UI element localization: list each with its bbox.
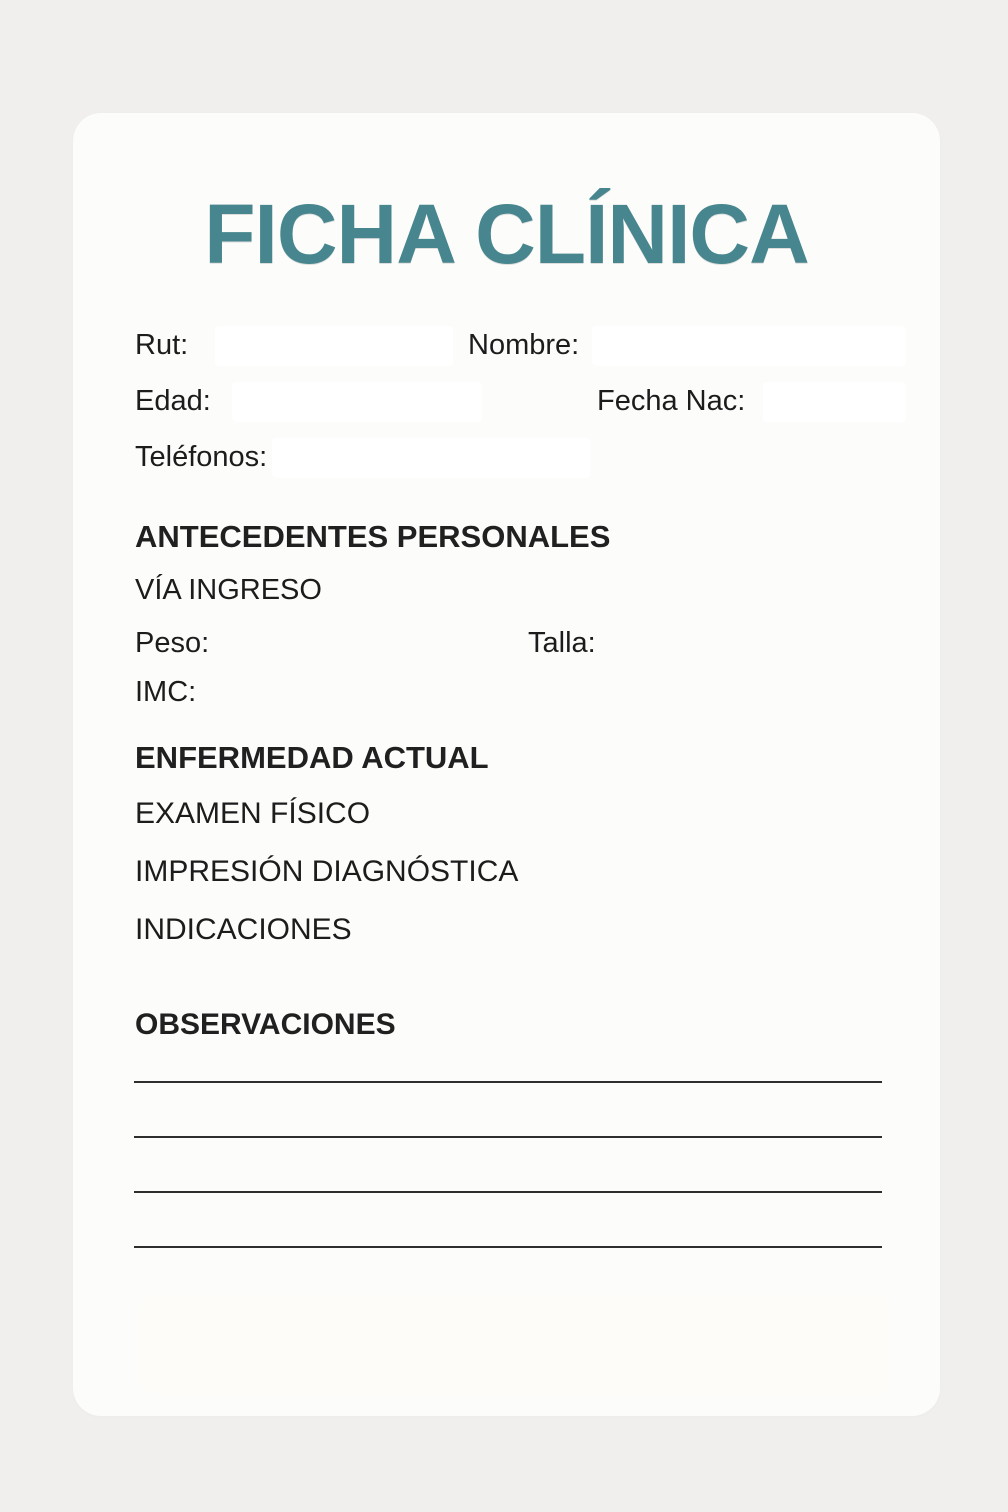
- via-ingreso-label: VÍA INGRESO: [135, 574, 322, 606]
- indicaciones-heading: INDICACIONES: [135, 913, 352, 946]
- faded-footer-area: [140, 1295, 890, 1395]
- impresion-diagnostica-heading: IMPRESIÓN DIAGNÓSTICA: [135, 855, 519, 888]
- rut-input[interactable]: [215, 326, 453, 366]
- fecha-nac-input[interactable]: [763, 382, 906, 422]
- fecha-nac-label: Fecha Nac:: [597, 385, 746, 417]
- antecedentes-heading: ANTECEDENTES PERSONALES: [135, 519, 611, 554]
- ruled-line[interactable]: [134, 1246, 882, 1248]
- form-title: FICHA CLÍNICA: [204, 187, 809, 281]
- edad-input[interactable]: [232, 382, 482, 422]
- rut-label: Rut:: [135, 329, 189, 361]
- ruled-line[interactable]: [134, 1136, 882, 1138]
- examen-fisico-heading: EXAMEN FÍSICO: [135, 797, 371, 830]
- talla-label: Talla:: [528, 627, 596, 659]
- imc-label: IMC:: [135, 676, 197, 708]
- telefonos-input[interactable]: [272, 438, 590, 478]
- observaciones-heading: OBSERVACIONES: [135, 1008, 396, 1041]
- nombre-input[interactable]: [592, 326, 906, 366]
- observaciones-lines: [134, 1081, 882, 1301]
- ruled-line[interactable]: [134, 1191, 882, 1193]
- peso-label: Peso:: [135, 627, 210, 659]
- nombre-label: Nombre:: [468, 329, 580, 361]
- telefonos-label: Teléfonos:: [135, 441, 268, 473]
- ruled-line[interactable]: [134, 1081, 882, 1083]
- edad-label: Edad:: [135, 385, 211, 417]
- enfermedad-actual-heading: ENFERMEDAD ACTUAL: [135, 740, 489, 775]
